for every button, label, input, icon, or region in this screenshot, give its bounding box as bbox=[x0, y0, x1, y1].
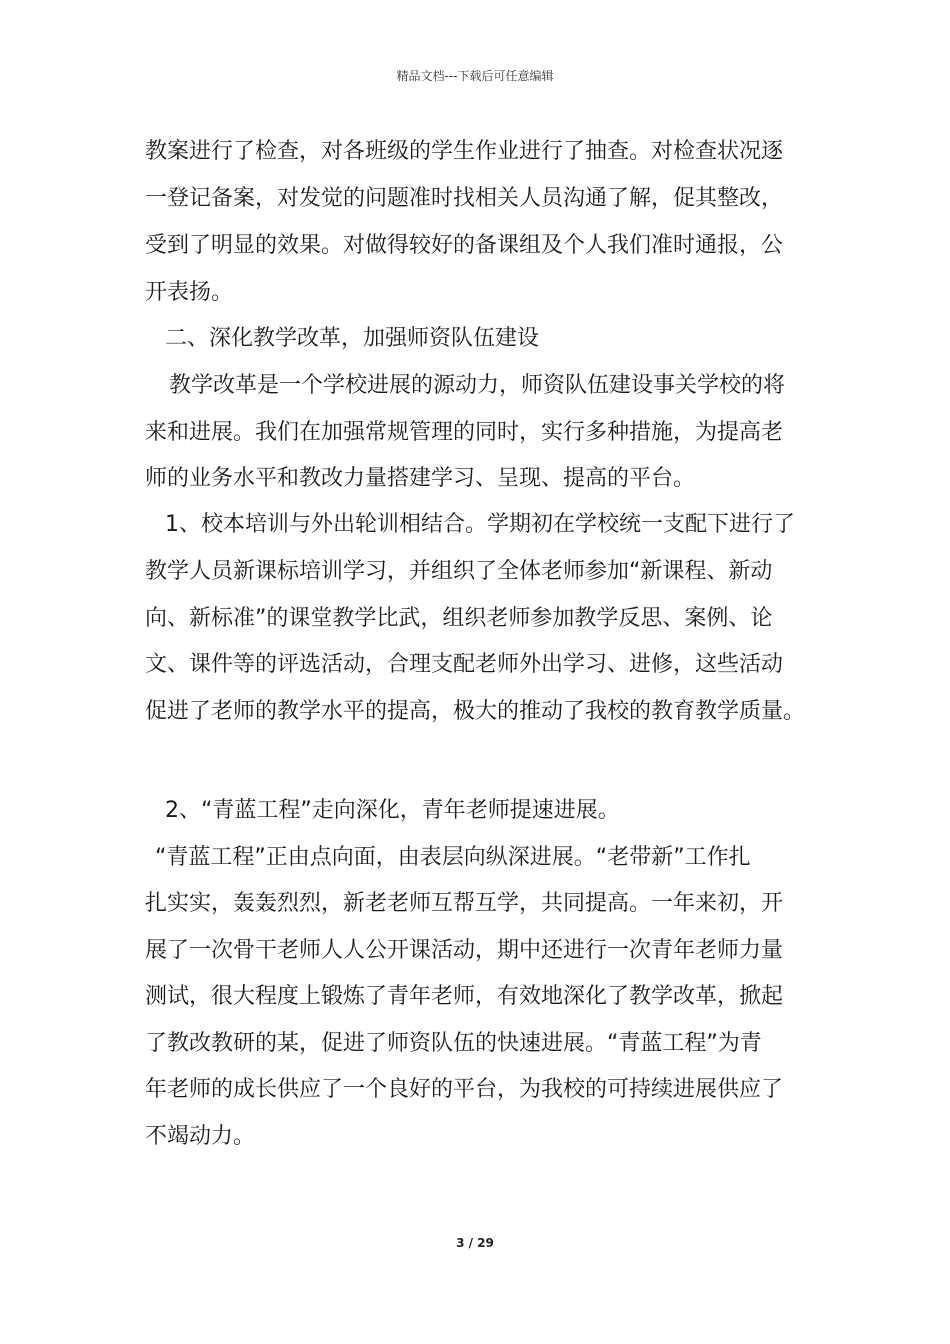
page-number: 3 / 29 bbox=[456, 1236, 494, 1250]
text-line: 不竭动力。 bbox=[145, 1124, 256, 1149]
text-line: 受到了明显的效果。对做得较好的备课组及个人我们准时通报，公 bbox=[145, 233, 784, 258]
text-line: 开表扬。 bbox=[145, 280, 234, 305]
text-line: 教学人员新课标培训学习，并组织了全体老师参加“新课程、新动 bbox=[145, 559, 773, 584]
text-line: 一登记备案，对发觉的问题准时找相关人员沟通了解，促其整改， bbox=[145, 186, 784, 211]
text-line: 1、校本培训与外出轮训相结合。学期初在学校统一支配下进行了 bbox=[165, 512, 795, 537]
section-heading: 2、“青蓝工程”走向深化，青年老师提速进展。 bbox=[165, 798, 620, 823]
text-line: 向、新标准”的课堂教学比武，组织老师参加教学反思、案例、论 bbox=[145, 606, 773, 631]
section-heading: 二、深化教学改革，加强师资队伍建设 bbox=[165, 326, 540, 351]
text-line: 年老师的成长供应了一个良好的平台，为我校的可持续进展供应了 bbox=[145, 1077, 784, 1102]
text-line: 展了一次骨干老师人人公开课活动，期中还进行一次青年老师力量 bbox=[145, 938, 784, 963]
text-line: 教案进行了检查，对各班级的学生作业进行了抽查。对检查状况逐 bbox=[145, 139, 784, 164]
text-line: 了教改教研的某，促进了师资队伍的快速进展。“青蓝工程”为青 bbox=[145, 1031, 762, 1056]
page-header: 精品文档---下载后可任意编辑 bbox=[396, 69, 554, 83]
text-line: 促进了老师的教学水平的提高，极大的推动了我校的教育教学质量。 bbox=[145, 699, 806, 724]
text-line: 扎实实，轰轰烈烈，新老老师互帮互学，共同提高。一年来初，开 bbox=[145, 891, 784, 916]
text-line: 测试，很大程度上锻炼了青年老师，有效地深化了教学改革，掀起 bbox=[145, 984, 784, 1009]
text-line: 来和进展。我们在加强常规管理的同时，实行多种措施，为提高老 bbox=[145, 420, 784, 445]
text-line: 教学改革是一个学校进展的源动力，师资队伍建设事关学校的将 bbox=[169, 373, 786, 398]
text-line: “青蓝工程”正由点向面，由表层向纵深进展。“老带新”工作扎 bbox=[155, 845, 751, 870]
text-line: 文、课件等的评选活动，合理支配老师外出学习、进修，这些活动 bbox=[145, 652, 784, 677]
text-line: 师的业务水平和教改力量搭建学习、呈现、提高的平台。 bbox=[145, 466, 696, 491]
